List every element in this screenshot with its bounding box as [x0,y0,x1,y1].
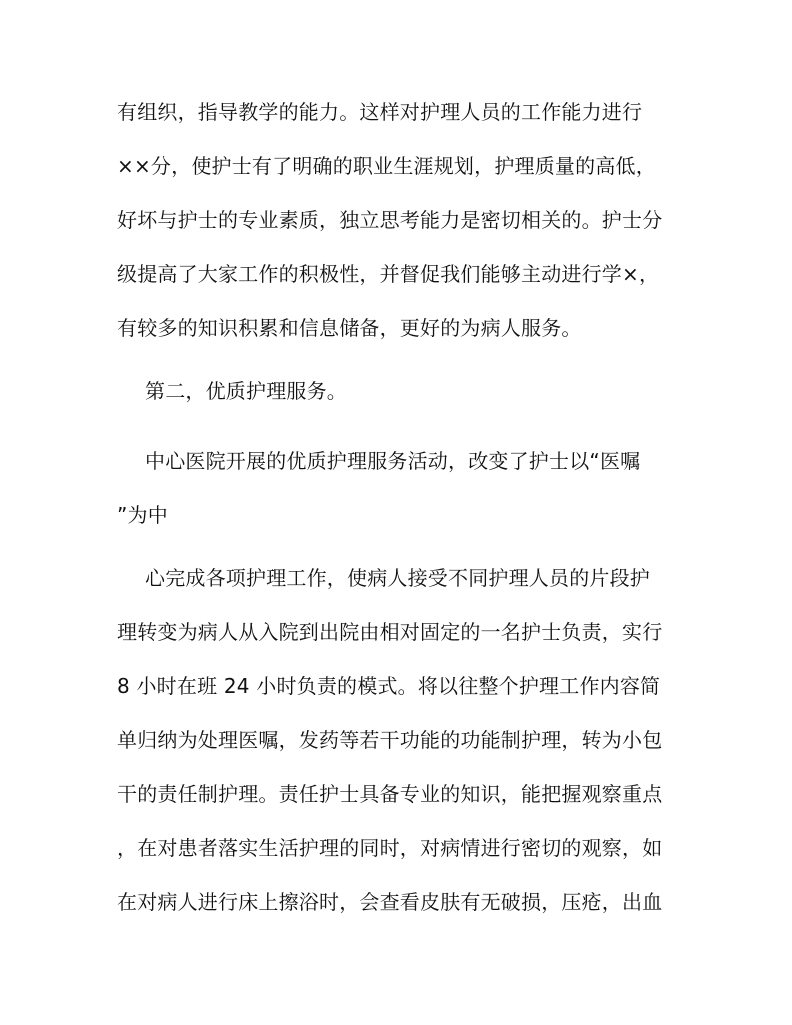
text-line-5: 有较多的知识积累和信息储备，更好的为病人服务。 [117,316,582,340]
section-heading: 第二，优质护理服务。 [145,379,347,403]
paragraph-continue-line: 心完成各项护理工作，使病人接受不同护理人员的片段护 [145,566,650,590]
text-line-3: 好坏与护士的专业素质，独立思考能力是密切相关的。护士分 [117,208,663,232]
text-line-4: 级提高了大家工作的积极性，并督促我们能够主动进行学×， [117,262,660,286]
text-line-2: ××分，使护士有了明确的职业生涯规划，护理质量的高低， [117,154,656,178]
text-line-1: 有组织，指导教学的能力。这样对护理人员的工作能力进行 [117,100,643,124]
text-line-14: ，在对患者落实生活护理的同时，对病情进行密切的观察，如 [117,836,663,860]
text-line-12: 单归纳为处理医嘱，发药等若干功能的功能制护理，转为小包 [117,728,663,752]
paragraph-start-line: 中心医院开展的优质护理服务活动，改变了护士以“医嘱 [145,449,641,473]
text-line-13: 干的责任制护理。责任护士具备专业的知识，能把握观察重点 [117,782,663,806]
text-line-10: 理转变为病人从入院到出院由相对固定的一名护士负责，实行 [117,620,663,644]
text-line-8: ”为中 [117,503,168,527]
text-line-15: 在对病人进行床上擦浴时，会查看皮肤有无破损，压疮，出血 [117,890,663,914]
text-line-11: 8 小时在班 24 小时负责的模式。将以往整个护理工作内容简 [117,674,661,698]
